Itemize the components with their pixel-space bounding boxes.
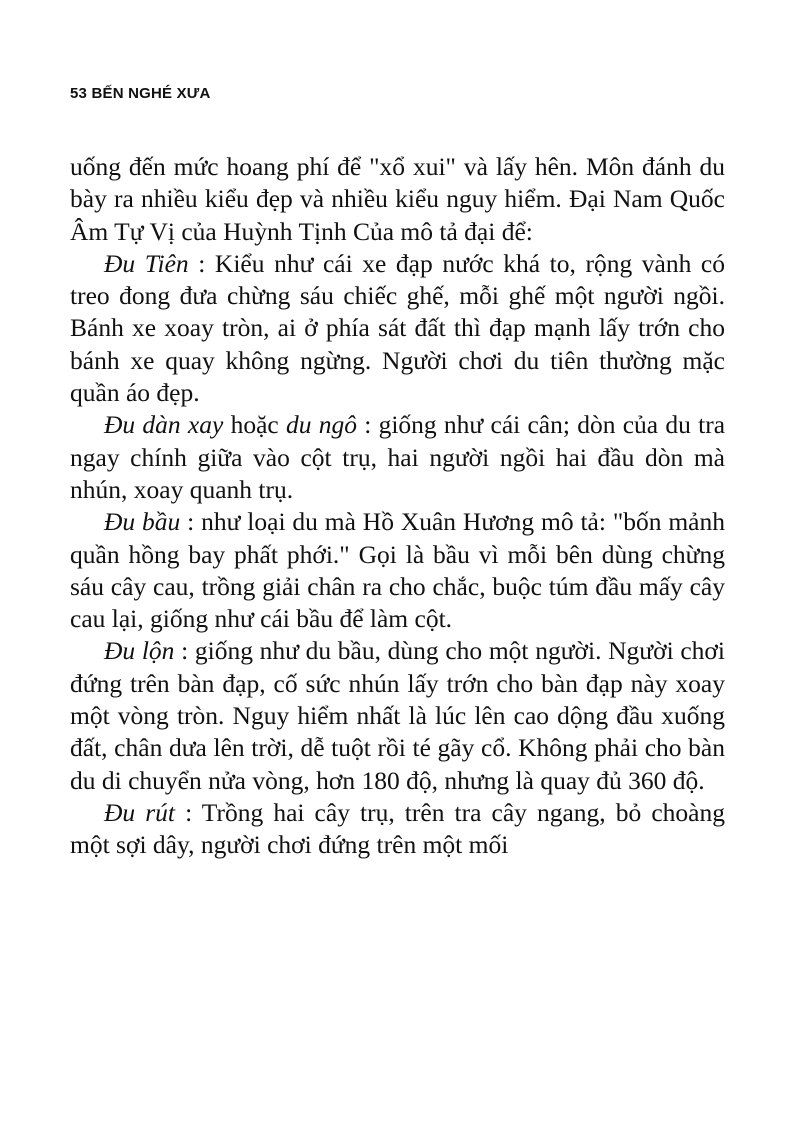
paragraph-text: : Kiểu như cái xe đạp nước khá to, rộng vành có treo đong đưa chừng sáu chiếc ghế, mỗi ghế một người ngồi. Bánh xe xoay tròn, ai ở phía sát đất thì đạp mạnh lấy trớn cho bánh xe quay không ngừng. Người chơi du tiên thường mặc quần áo đẹp.: [70, 248, 725, 408]
paragraph-du-lon: [70, 635, 725, 796]
paragraph-text: : giống như cái cân; dòn của du tra ngay chính giữa vào cột trụ, hai người ngồi hai đầu dòn mà nhún, xoay quanh trụ.: [70, 410, 726, 504]
paragraph-text: uống đến mức hoang phí để "xổ xui" và lấy hên. Môn đánh du bày ra nhiều kiểu đẹp và nhiều kiểu nguy hiểm. Đại Nam Quốc Âm Tự Vị của Huỳnh Tịnh Của mô tả đại để:: [70, 152, 725, 246]
paragraph-text: : như loại du mà Hồ Xuân Hương mô tả: "bốn mảnh quần hồng bay phất phới." Gọi là bầu vì mỗi bên dùng chừng sáu cây cau, trồng giải chân ra cho chắc, buộc túm đầu mấy cây cau lại, giống như cái bầu để làm cột.: [70, 507, 725, 634]
paragraph-du-dan-xay: [70, 409, 725, 506]
term-du-lon: Đu lộn: [104, 636, 175, 666]
term-du-ngo: du ngô: [285, 410, 357, 440]
body-text: [70, 151, 725, 862]
term-du-rut: Đu rút: [104, 797, 176, 827]
paragraph-du-rut: [70, 797, 725, 862]
connector-text: hoặc: [223, 410, 286, 440]
term-du-tien: Đu Tiên: [104, 248, 189, 278]
running-head: 53 BẾN NGHÉ XƯA: [70, 85, 211, 102]
paragraph-text: : Trồng hai cây trụ, trên tra cây ngang, bỏ choàng một sợi dây, người chơi đứng trên một mối: [70, 797, 725, 860]
paragraph-text: : giống như du bầu, dùng cho một người. Người chơi đứng trên bàn đạp, cố sức nhún lấy trớn cho bàn đạp này xoay một vòng tròn. Nguy hiểm nhất là lúc lên cao dộng đầu xuống đất, chân dưa lên trời, dễ tuột rồi té gãy cổ. Không phải cho bàn du di chuyển nửa vòng, hơn 180 độ, nhưng là quay đủ 360 độ.: [70, 636, 725, 795]
paragraph-intro: [70, 151, 725, 248]
term-du-bau: Đu bầu: [104, 507, 181, 537]
paragraph-du-bau: [70, 506, 725, 635]
paragraph-du-tien: [70, 248, 725, 409]
term-du-dan-xay: Đu dàn xay: [104, 410, 224, 440]
